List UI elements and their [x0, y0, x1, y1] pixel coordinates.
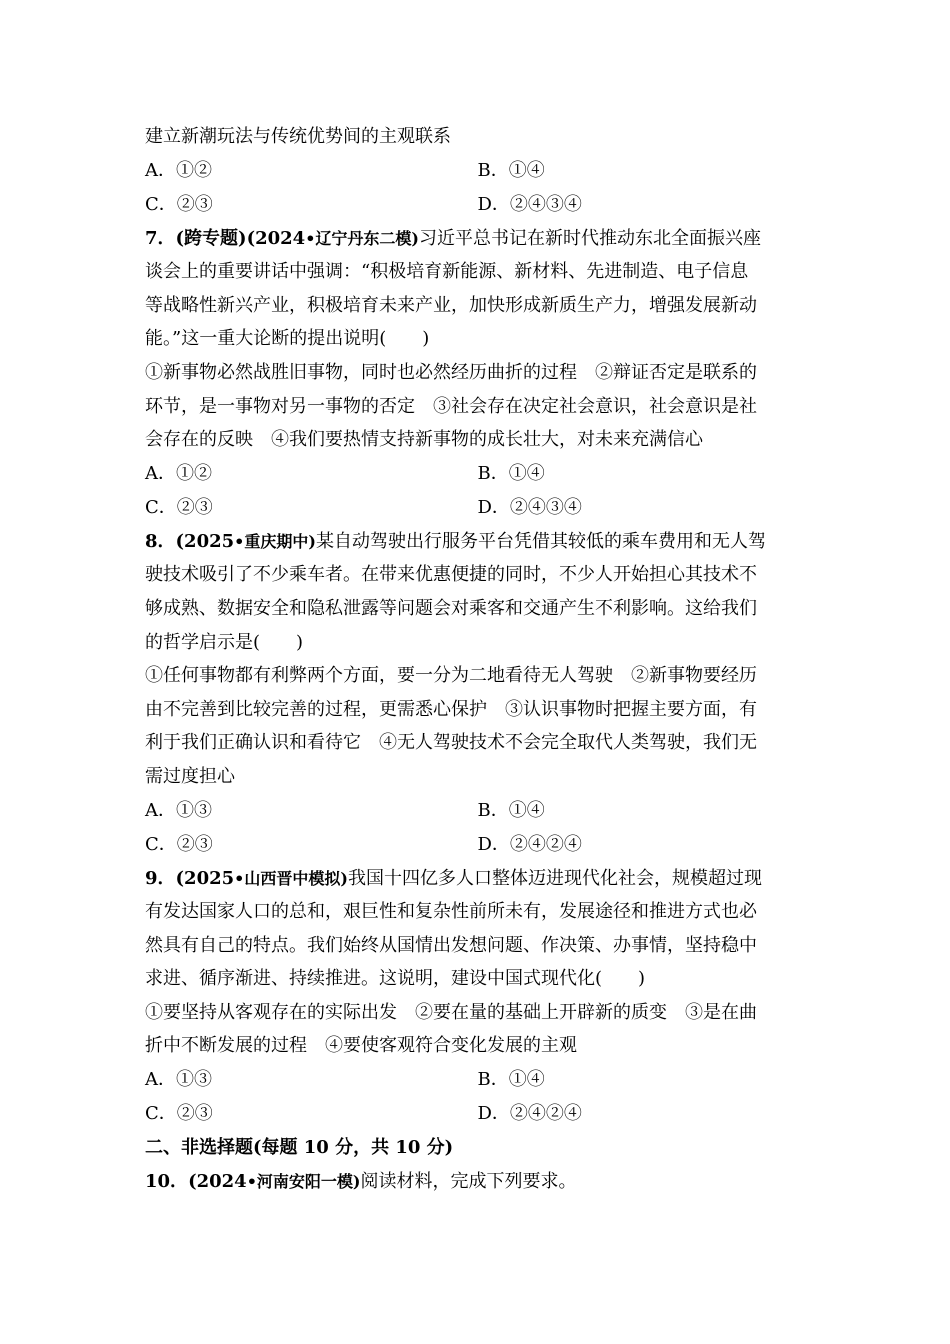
q9-option-a: A．①③: [145, 1069, 212, 1091]
q8-source: •重庆期中): [234, 531, 316, 551]
q8-statement-line-3: 利于我们正确认识和看待它 ④无人驾驶技术不会完全取代人类驾驶，我们无: [145, 732, 757, 754]
question-content: [145, 120, 810, 1198]
q6-options-row-1: [145, 154, 810, 188]
q6-option-d: D．②④③④: [477, 193, 582, 215]
q7-stem-line-1: [145, 222, 810, 256]
q7-option-d: D．②④③④: [477, 496, 582, 518]
q8-stem-text: 某自动驾驶出行服务平台凭借其较低的乘车费用和无人驾: [315, 530, 766, 552]
q10-source: •河南安阳一模): [246, 1171, 361, 1191]
q7-statement-line-3: 会存在的反映 ④我们要热情支持新事物的成长壮大，对未来充满信心: [145, 429, 703, 451]
q10-tag: (2024: [188, 1170, 247, 1192]
q8-stem-line-3: 够成熟、数据安全和隐私泄露等问题会对乘客和交通产生不利影响。这给我们: [145, 597, 757, 619]
q9-source: •山西晋中模拟): [234, 868, 348, 888]
q8-tag: (2025: [175, 530, 235, 552]
q9-option-c: C．②③: [145, 1103, 213, 1125]
q9-option-b: B．①④: [477, 1069, 545, 1091]
q8-statement-line-2: 由不完善到比较完善的过程，更需悉心保护 ③认识事物时把握主要方面，有: [145, 698, 757, 720]
q9-stem-text: 我国十四亿多人口整体迈进现代化社会，规模超过现: [347, 867, 762, 889]
q8-option-c: C．②③: [145, 833, 213, 855]
q7-stem-text: 习近平总书记在新时代推动东北全面振兴座: [419, 227, 761, 249]
q7-options-row-1: [145, 457, 810, 491]
q9-statement-line-1: ①要坚持从客观存在的实际出发 ②要在量的基础上开辟新的质变 ③是在曲: [145, 1001, 757, 1023]
q10-number: 10．: [145, 1170, 189, 1192]
q7-option-a: A．①②: [145, 462, 212, 484]
q8-option-d: D．②④②④: [477, 833, 582, 855]
q6-option-c: C．②③: [145, 193, 213, 215]
q9-stem-line-4: 求进、循序渐进、持续推进。这说明，建设中国式现代化( ): [145, 968, 646, 990]
q8-option-a: A．①③: [145, 799, 212, 821]
q8-option-b: B．①④: [477, 799, 545, 821]
q9-number: 9．: [145, 867, 176, 889]
q9-statement-line-2: 折中不断发展的过程 ④要使客观符合变化发展的主观: [145, 1035, 577, 1057]
q8-statement-line-4: 需过度担心: [145, 765, 235, 787]
section-heading: 二、非选择题(每题 10 分，共 10 分): [145, 1137, 454, 1159]
q6-option-a: A．①②: [145, 159, 212, 181]
q10-stem-text: 阅读材料，完成下列要求。: [360, 1170, 577, 1192]
q9-stem-line-2: 有发达国家人口的总和，艰巨性和复杂性前所未有，发展途径和推进方式也必: [145, 901, 757, 923]
q8-options-row-1: [145, 794, 810, 828]
q7-stem-line-2: 谈会上的重要讲话中强调：“积极培育新能源、新材料、先进制造、电子信息: [145, 261, 749, 283]
q8-statement-line-1: ①任何事物都有利弊两个方面，要一分为二地看待无人驾驶 ②新事物要经历: [145, 665, 757, 687]
q8-stem-line-2: 驶技术吸引了不少乘车者。在带来优惠便捷的同时，不少人开始担心其技术不: [145, 564, 757, 586]
q7-option-b: B．①④: [477, 462, 545, 484]
q8-options-row-2: [145, 828, 810, 862]
q7-number: 7．: [145, 227, 176, 249]
lead-line: 建立新潮玩法与传统优势间的主观联系: [145, 126, 451, 147]
q9-stem-line-1: [145, 862, 810, 896]
q7-source: •辽宁丹东二模): [305, 228, 419, 248]
q7-options-row-2: [145, 491, 810, 525]
q6-options-row-2: [145, 188, 810, 222]
q9-stem-line-3: 然具有自己的特点。我们始终从国情出发想问题、作决策、办事情，坚持稳中: [145, 934, 757, 956]
q10-stem-line-1: [145, 1165, 810, 1199]
q8-stem-line-1: [145, 525, 810, 559]
q8-number: 8．: [145, 530, 176, 552]
q8-stem-line-4: 的哲学启示是( ): [145, 631, 304, 653]
q7-stem-line-4: 能。”这一重大论断的提出说明( ): [145, 328, 430, 350]
q7-stem-line-3: 等战略性新兴产业，积极培育未来产业，加快形成新质生产力，增强发展新动: [145, 294, 757, 316]
q9-tag: (2025: [175, 867, 235, 889]
q6-option-b: B．①④: [477, 159, 545, 181]
q7-tag: (跨专题)(2024: [175, 227, 306, 249]
q7-statement-line-1: ①新事物必然战胜旧事物，同时也必然经历曲折的过程 ②辩证否定是联系的: [145, 361, 757, 383]
q9-options-row-1: [145, 1063, 810, 1097]
q7-option-c: C．②③: [145, 496, 213, 518]
q9-option-d: D．②④②④: [477, 1103, 582, 1125]
q9-options-row-2: [145, 1097, 810, 1131]
q7-statement-line-2: 环节，是一事物对另一事物的否定 ③社会存在决定社会意识，社会意识是社: [145, 395, 757, 417]
